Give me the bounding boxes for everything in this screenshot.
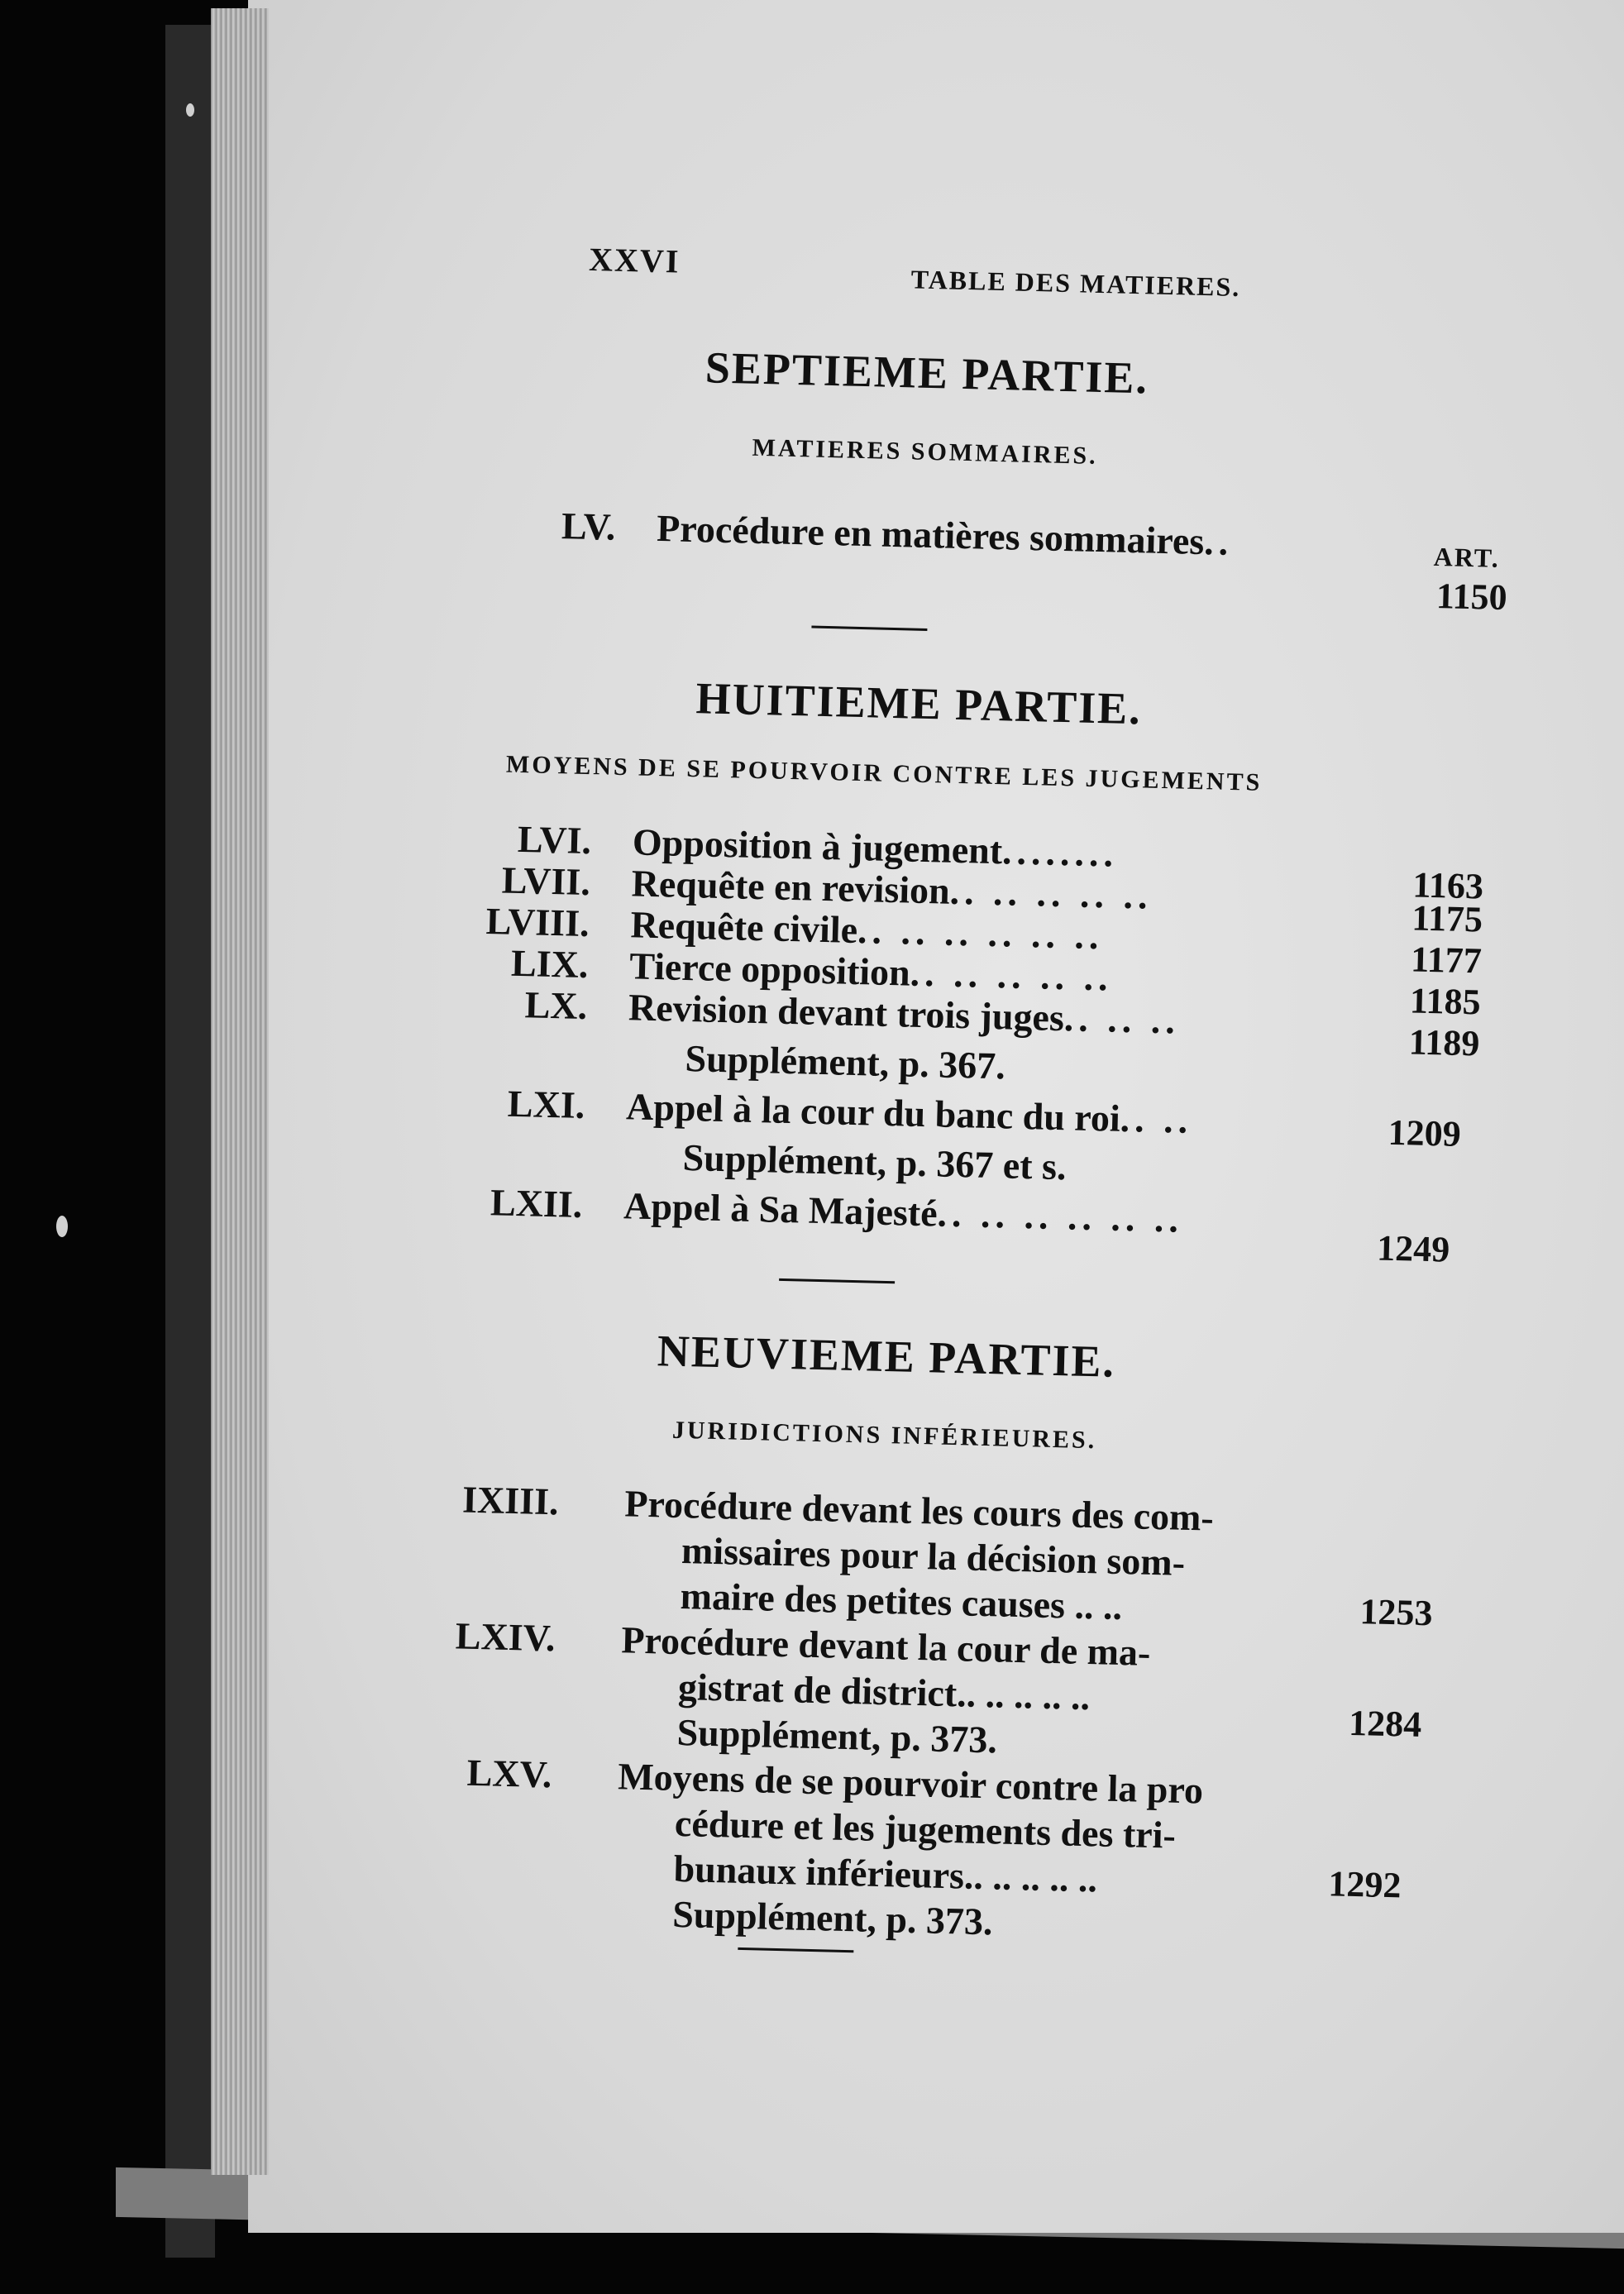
separator-rule <box>811 626 927 631</box>
entry-label-line: Procédure devant les cours des com- <box>623 1482 1215 1539</box>
toc-entry-lxiii <box>211 1471 1588 1634</box>
entry-label-line: missaires pour la décision som- <box>681 1529 1186 1584</box>
entry-label: Appel à Sa Majesté.. .. .. .. .. .. <box>623 1184 1184 1240</box>
toc-entry-lxii <box>217 1173 1594 1270</box>
entry-number: LX. <box>524 983 588 1028</box>
entry-number: LXV. <box>466 1751 553 1796</box>
entry-label-line: Supplément, p. 373. <box>671 1892 994 1943</box>
entry-number: LXI. <box>507 1082 585 1127</box>
entry-article: 1253 <box>1359 1591 1434 1634</box>
entry-label-line: gistrat de district.. .. .. .. .. <box>677 1665 1091 1718</box>
entry-number: LVII. <box>501 858 591 904</box>
entry-label: Revision devant trois juges.. .. .. <box>628 986 1181 1042</box>
entry-article: 1249 <box>1376 1227 1450 1270</box>
page-stack-edge <box>211 8 269 2175</box>
entry-article: 1163 <box>1411 864 1484 907</box>
entry-label-line: Moyens de se pourvoir contre la pro <box>617 1755 1204 1812</box>
scan-speck <box>186 103 194 117</box>
page-content <box>193 0 1623 2249</box>
entry-label: Requête civile.. .. .. .. .. .. <box>629 903 1105 958</box>
entry-label-line: cédure et les jugements des tri- <box>674 1801 1177 1857</box>
entry-number: LIX. <box>510 941 589 987</box>
separator-rule <box>738 1948 853 1952</box>
entry-label: Procédure en matières sommaires.. <box>656 506 1234 563</box>
art-column-header: ART. <box>1433 541 1501 573</box>
entry-label: Tierce opposition.. .. .. .. .. <box>628 944 1114 999</box>
running-head: TABLE DES MATIERES. <box>910 264 1241 303</box>
entry-label-line: Supplément, p. 373. <box>676 1710 998 1761</box>
entry-number: LVI. <box>517 817 592 863</box>
entry-article: 1175 <box>1411 897 1483 940</box>
part-title-8: HUITIEME PARTIE. <box>695 673 1143 734</box>
entry-label-line: bunaux inférieurs.. .. .. .. .. <box>673 1847 1098 1900</box>
part-title-9: NEUVIEME PARTIE. <box>657 1326 1116 1387</box>
separator-rule <box>779 1278 895 1283</box>
page <box>248 0 1624 2233</box>
scan-speck <box>56 1216 68 1237</box>
part-title-7: SEPTIEME PARTIE. <box>705 342 1149 404</box>
entry-number: LVIII. <box>485 900 590 945</box>
entry-article: 1185 <box>1409 980 1482 1023</box>
entry-supplement: Supplément, p. 367 et s. <box>682 1135 1068 1188</box>
entry-article: 1292 <box>1327 1863 1402 1906</box>
entry-number: LXIV. <box>455 1614 556 1660</box>
entry-article: 1189 <box>1408 1021 1480 1064</box>
entry-number: LXII. <box>490 1181 583 1226</box>
entry-label: Appel à la cour du banc du roi.. .. <box>625 1085 1193 1141</box>
toc-entry-lv <box>234 495 1611 619</box>
section-title-9: JURIDICTIONS INFÉRIEURES. <box>671 1416 1097 1455</box>
entry-number: LV. <box>561 504 616 548</box>
entry-label: Requête en revision.. .. .. .. .. <box>631 862 1154 917</box>
entry-label-line: maire des petites causes .. .. <box>680 1575 1123 1628</box>
entry-article: 1284 <box>1348 1702 1422 1745</box>
entry-supplement: Supplément, p. 367. <box>685 1036 1006 1087</box>
entry-article: 1209 <box>1388 1111 1462 1154</box>
entry-label: Opposition à jugement........ <box>632 820 1119 875</box>
entry-article: 1177 <box>1410 939 1483 982</box>
section-title-8: MOYENS DE SE POURVOIR CONTRE LES JUGEMENTS <box>505 750 1263 796</box>
entry-number: IXIII. <box>461 1478 560 1523</box>
section-title-7: MATIERES SOMMAIRES. <box>752 433 1099 470</box>
entry-article: 1150 <box>1435 576 1508 619</box>
entry-label-line: Procédure devant la cour de ma- <box>620 1618 1151 1674</box>
folio: XXVI <box>588 240 681 280</box>
